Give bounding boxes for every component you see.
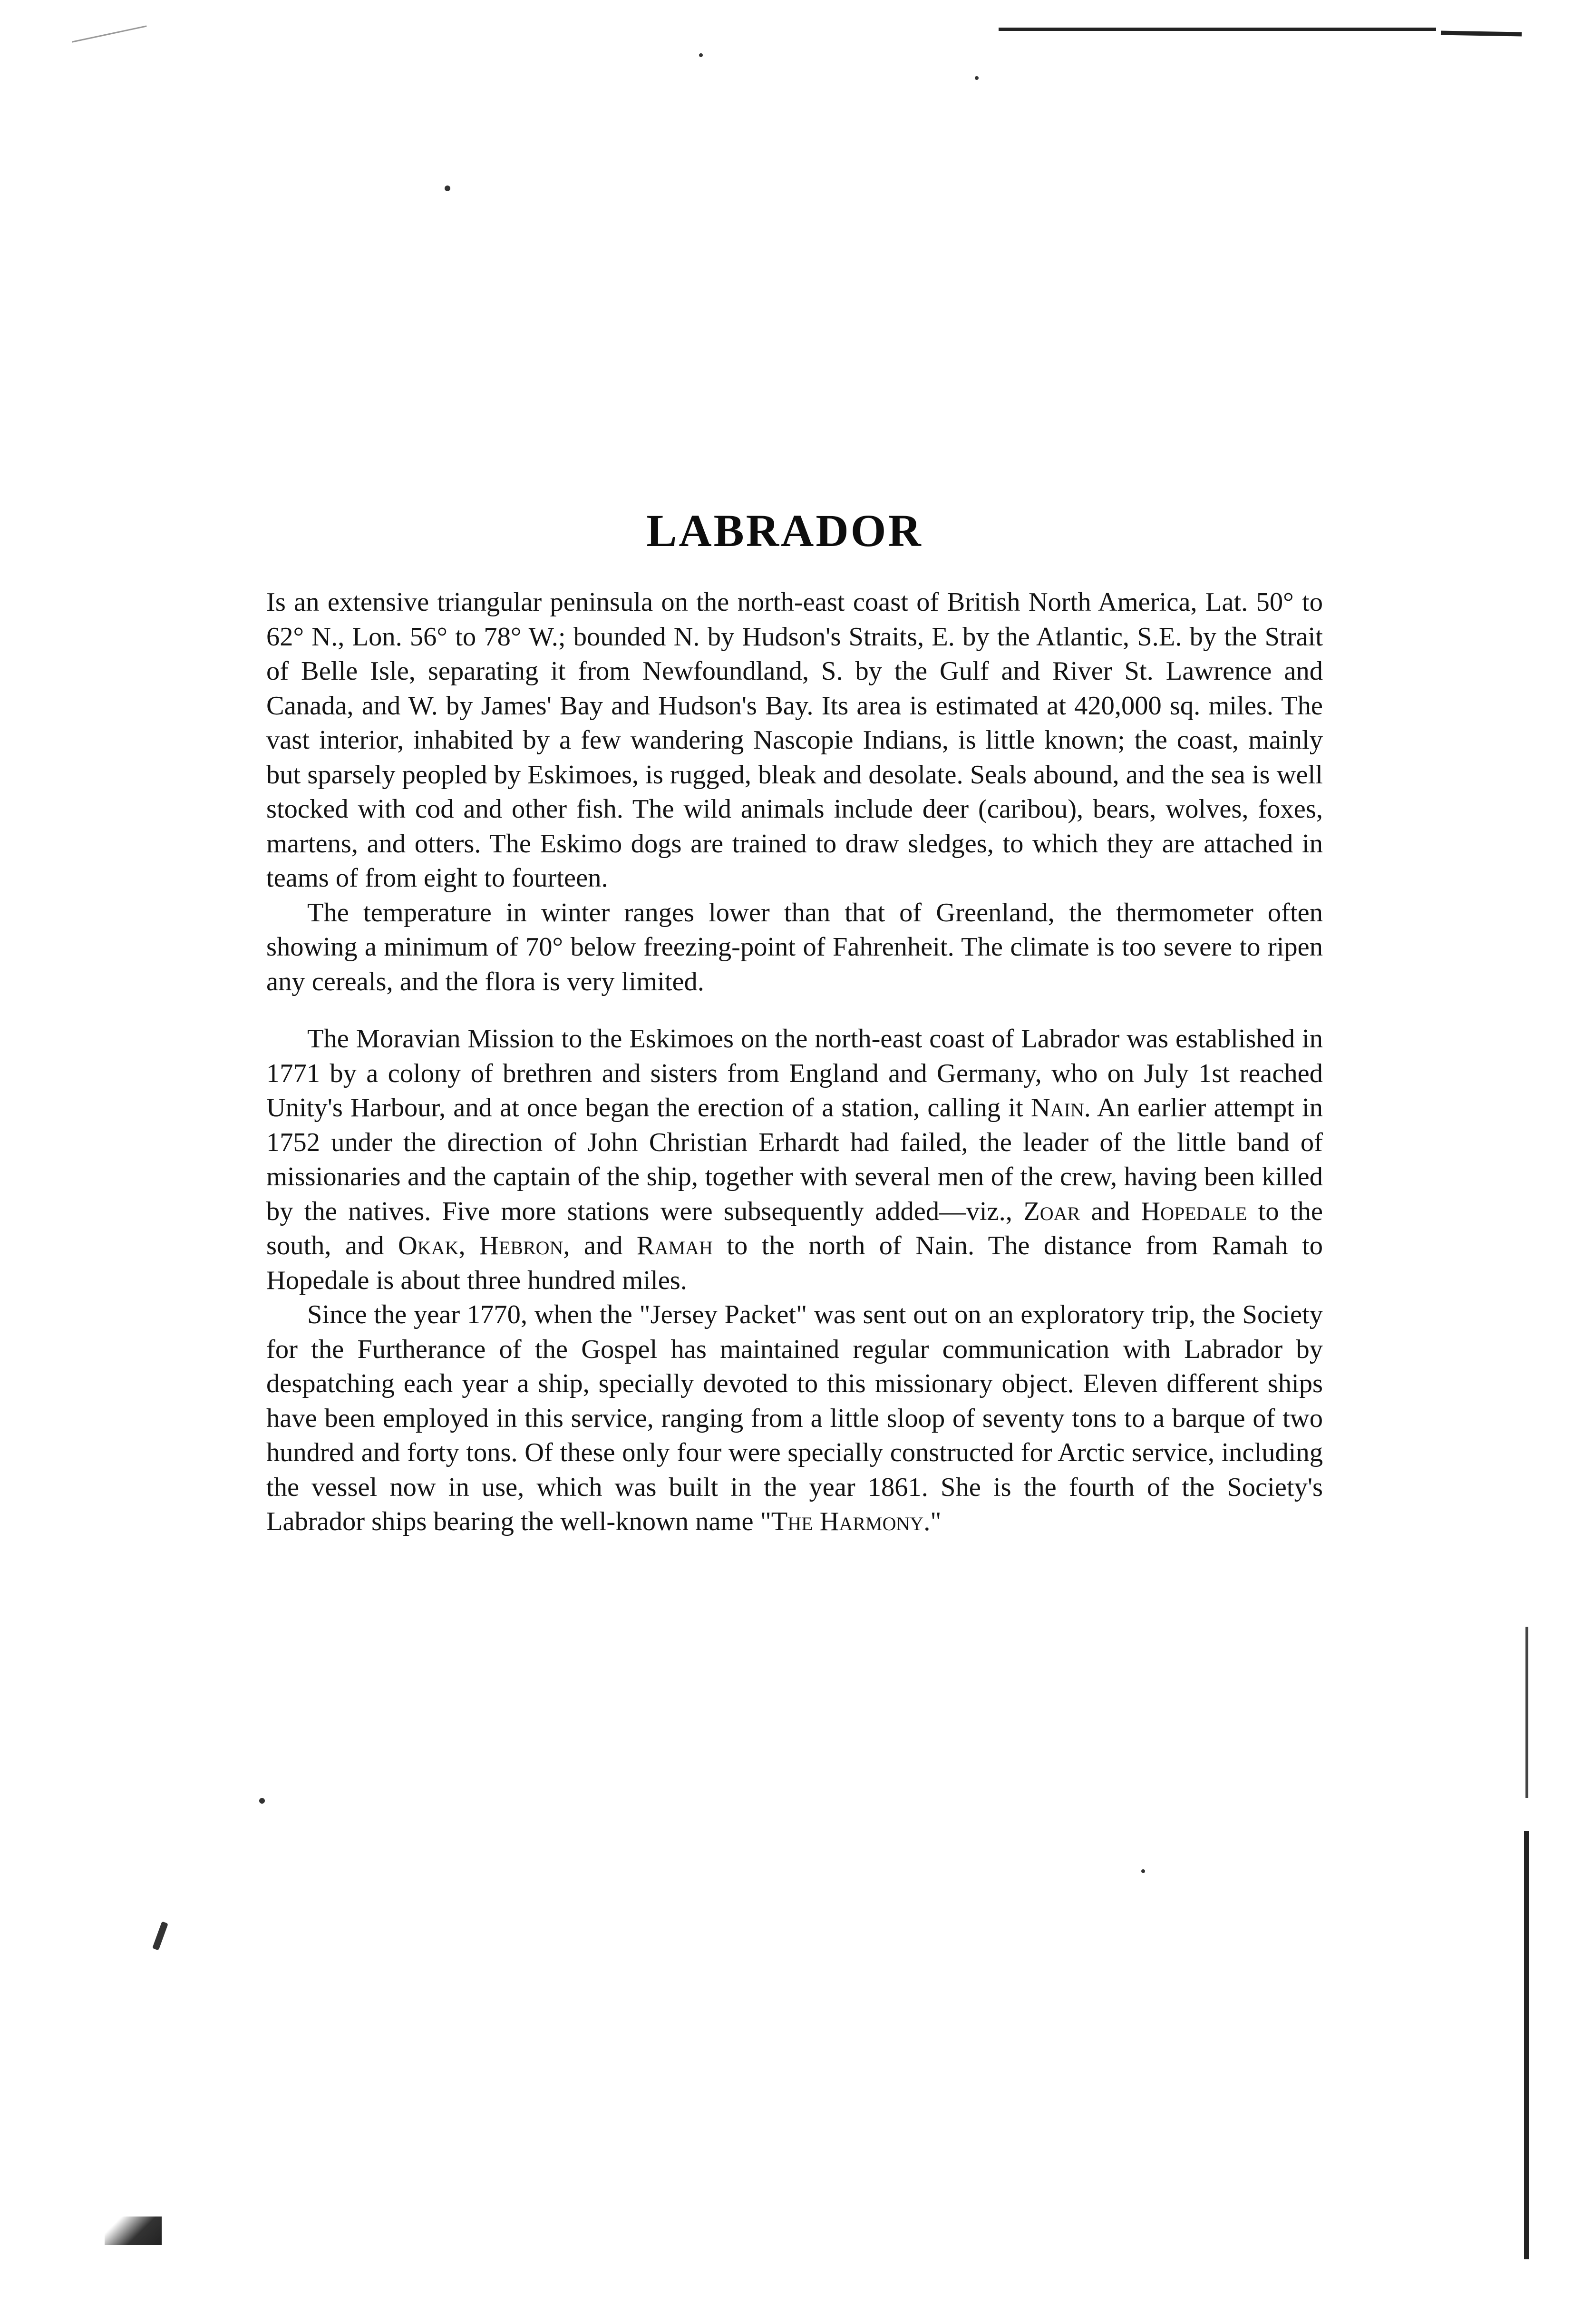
scan-edge-top bbox=[999, 28, 1436, 31]
scan-speck bbox=[975, 76, 979, 80]
page-title: LABRADOR bbox=[646, 505, 923, 556]
ship-name: The Harmony bbox=[771, 1507, 924, 1536]
station-okak: Okak bbox=[398, 1231, 459, 1260]
station-zoar: Zoar bbox=[1023, 1196, 1080, 1226]
scan-speck bbox=[1141, 1869, 1145, 1873]
scan-speck bbox=[259, 1798, 265, 1804]
ships-text: ." bbox=[923, 1507, 942, 1536]
scan-edge-right-bottom bbox=[1524, 1831, 1529, 2259]
mission-text: to the north of Nain. The distance from Ramah to Hopedale is about three hundred miles. bbox=[266, 1231, 1323, 1295]
ships-text: Since the year 1770, when the "Jersey Packet" was sent out on an exploratory trip, the Society for the Furtherance of the Gospel has maintained regular communication with Labrador by despatching each year a ship, specially devoted to this missionary object. Eleven different ships have been employed in this service, ranging from a little sloop of seventy tons to a barque of two hundred and forty tons. Of these only four were specially constructed for Arctic service, including the vessel now in use, which was built in the year 1861. She is the fourth of the Society's Labrador ships bearing the well-known name " bbox=[266, 1300, 1323, 1536]
mission-text: . An earlier attempt in 1752 under the direction of John Christian Erhardt had failed, the leader of the little band of missionaries and the captain of the ship, together with several men of the crew, having been killed by the natives. Five more stations were subsequently added—viz., bbox=[266, 1093, 1323, 1226]
station-hebron: Hebron bbox=[479, 1231, 563, 1260]
scan-edge-left-top bbox=[72, 25, 146, 42]
station-hopedale: Hopedale bbox=[1141, 1196, 1247, 1226]
scan-edge-right-mid bbox=[1525, 1627, 1528, 1798]
scan-speck bbox=[445, 186, 450, 191]
scan-speck bbox=[699, 53, 703, 57]
mission-text: to the south, and bbox=[266, 1196, 1323, 1260]
paragraph-climate: The temperature in winter ranges lower than that of Greenland, the thermometer often showing a minimum of 70° below freezing-point of Fahrenheit. The climate is too severe to ripen any cereals, and the flora is very limited. bbox=[266, 898, 1323, 996]
station-ramah: Ramah bbox=[636, 1231, 713, 1260]
mission-text: The Moravian Mission to the Eskimoes on the north-east coast of Labrador was established in 1771 by a colony of brethren and sisters from England and Germany, who on July 1st reached Unity's Harbour, and at once began the erection of a station, calling it bbox=[266, 1024, 1323, 1123]
paragraph-ships bbox=[266, 1298, 1323, 1539]
station-nain: Nain bbox=[1030, 1093, 1084, 1123]
mission-text: and bbox=[1080, 1196, 1141, 1226]
mission-text: , and bbox=[563, 1231, 637, 1260]
scan-speck bbox=[152, 1921, 168, 1950]
scan-edge-top-right bbox=[1441, 31, 1522, 37]
paragraph-intro: Is an extensive triangular peninsula on the north-east coast of British North America, Lat. 50° to 62° N., Lon. 56° to 78° W.; bounded N. by Hudson's Straits, E. by the Atlantic, S.E. by the Strait of Belle Isle, separating it from Newfoundland, S. by the Gulf and River St. Lawrence and Canada, and W. by James' Bay and Hudson's Bay. Its area is estimated at 420,000 sq. miles. The vast interior, inhabited by a few wandering Nascopie Indians, is little known; the coast, mainly but sparsely peopled by Eskimoes, is rugged, bleak and desolate. Seals abound, and the sea is well stocked with cod and other fish. The wild animals include deer (caribou), bears, wolves, foxes, martens, and otters. The Eskimo dogs are trained to draw sledges, to which they are attached in teams of from eight to fourteen. bbox=[266, 587, 1323, 893]
mission-text: , bbox=[458, 1231, 479, 1260]
scan-edge-left-corner bbox=[105, 2217, 162, 2245]
body-text bbox=[266, 585, 1323, 1539]
paragraph-mission bbox=[266, 1022, 1323, 1298]
